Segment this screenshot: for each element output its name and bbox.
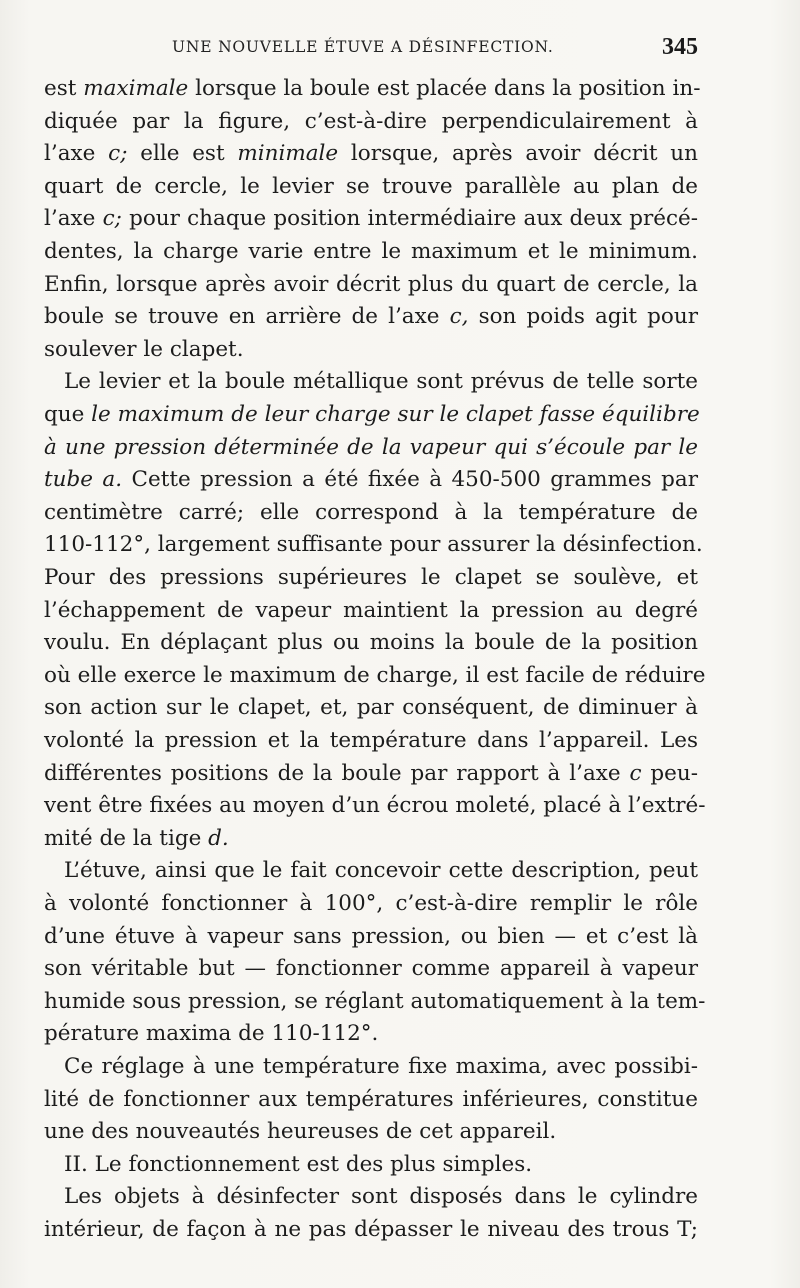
italic-text: c; — [102, 206, 122, 232]
text-line — [44, 691, 698, 725]
text-run: pour chaque position intermédiaire aux deux précé- — [121, 206, 698, 232]
text-line — [44, 300, 698, 334]
text-line — [44, 887, 698, 921]
italic-text: le maximum de leur charge sur le clapet fasse équilibre — [91, 402, 700, 427]
text-line — [44, 105, 698, 139]
text-run: elle est — [127, 141, 238, 167]
page-number: 345 — [662, 34, 698, 60]
text-run: vent être fixées au moyen d’un écrou moleté, placé à l’extré- — [44, 793, 706, 819]
text-line — [44, 1083, 698, 1117]
text-run: Enfin, lorsque après avoir décrit plus du quart de cercle, la — [44, 271, 698, 297]
italic-text: c, — [449, 304, 469, 330]
text-line — [44, 789, 706, 823]
text-run: soulever le clapet. — [44, 336, 244, 362]
paragraph-first-line — [64, 365, 698, 399]
text-line — [44, 496, 698, 530]
text-run: l’axe — [44, 141, 109, 167]
text-run: Pour des pressions supérieures le clapet se soulève, et — [44, 565, 698, 590]
text-run: humide sous pression, se réglant automatiquement à la tem- — [44, 988, 706, 1014]
text-run: est — [44, 76, 84, 101]
text-run: Le levier et la boule métallique sont prévus de telle sorte — [64, 369, 698, 395]
text-line — [44, 985, 706, 1019]
text-line — [44, 137, 698, 171]
text-run: peu- — [641, 760, 698, 786]
text-run: son poids agit pour — [468, 304, 698, 330]
text-line — [44, 757, 698, 791]
italic-text: maximale — [83, 76, 189, 101]
text-line — [44, 202, 698, 236]
text-run: boule se trouve en arrière de l’axe — [44, 304, 450, 330]
text-line — [44, 822, 698, 856]
text-line — [44, 1213, 698, 1247]
text-run: lité de fonctionner aux températures inférieures, constitue — [44, 1086, 698, 1112]
italic-text: minimale — [237, 141, 339, 167]
italic-text: c — [629, 760, 642, 786]
text-line — [44, 1115, 698, 1149]
text-run: intérieur, de façon à ne pas dépasser le niveau des trous T; — [44, 1217, 698, 1242]
text-run: quart de cercle, le levier se trouve parallèle au plan de — [44, 173, 698, 199]
text-line — [44, 626, 698, 660]
text-run: que — [44, 402, 92, 427]
text-run: Cette pression a été fixée à 450-500 grammes par — [122, 467, 698, 493]
text-run: l’échappement de vapeur maintient la pression au degré — [44, 597, 698, 623]
text-line — [44, 561, 698, 595]
text-line — [44, 528, 703, 562]
paragraph-first-line — [64, 1180, 698, 1214]
text-line — [44, 235, 698, 269]
running-title: UNE NOUVELLE ÉTUVE A DÉSINFECTION. — [172, 38, 554, 56]
text-line — [44, 1017, 698, 1051]
text-line — [44, 659, 706, 693]
text-run: lorsque, après avoir décrit un — [338, 141, 698, 167]
text-run: à volonté fonctionner à 100°, c’est-à-dire remplir le rôle — [44, 891, 698, 916]
text-line — [44, 268, 698, 302]
text-run: 110-112°, largement suffisante pour assurer la désinfection. — [44, 532, 703, 558]
text-line — [44, 920, 698, 954]
text-run: mité de la tige — [44, 825, 209, 851]
text-run: centimètre carré; elle correspond à la température de — [44, 499, 698, 525]
italic-text: à une pression déterminée de la vapeur qui s’écoule par le — [44, 434, 698, 460]
paragraph-first-line — [64, 1050, 698, 1084]
text-run: L’étuve, ainsi que le fait concevoir cette description, peut — [64, 858, 698, 884]
text-line — [44, 170, 698, 204]
text-line — [44, 431, 698, 465]
italic-text: tube a. — [44, 467, 123, 493]
paragraph-first-line — [64, 1148, 698, 1182]
text-line — [44, 724, 698, 758]
text-run: différentes positions de la boule par rapport à l’axe — [44, 760, 630, 786]
text-run: dentes, la charge varie entre le maximum et le minimum. — [44, 239, 698, 264]
text-run: volonté la pression et la température dans l’appareil. Les — [44, 728, 698, 753]
text-run: II. Le fonctionnement est des plus simples. — [64, 1151, 533, 1177]
text-line — [44, 398, 698, 432]
text-run: Les objets à désinfecter sont disposés dans le cylindre — [64, 1184, 698, 1210]
text-run: diquée par la figure, c’est-à-dire perpendiculairement à — [44, 108, 698, 134]
text-run: pérature maxima de 110-112°. — [44, 1021, 379, 1047]
text-line — [44, 594, 698, 628]
text-run: Ce réglage à une température fixe maxima, avec possibi- — [64, 1054, 698, 1079]
paragraph-first-line — [64, 854, 698, 888]
italic-text: d. — [208, 825, 229, 851]
text-line — [44, 72, 701, 106]
text-line — [44, 333, 698, 367]
page-header — [0, 34, 800, 68]
text-run: l’axe — [44, 206, 103, 232]
text-run: une des nouveautés heureuses de cet appareil. — [44, 1119, 557, 1145]
text-line — [44, 952, 698, 986]
text-run: son véritable but — fonctionner comme appareil à vapeur — [44, 956, 698, 982]
text-run: où elle exerce le maximum de charge, il est facile de réduire — [44, 662, 706, 688]
text-line — [44, 463, 698, 497]
text-run: voulu. En déplaçant plus ou moins la boule de la position — [44, 630, 698, 656]
text-run: son action sur le clapet, et, par conséquent, de diminuer à — [44, 695, 698, 721]
text-run: d’une étuve à vapeur sans pression, ou bien — et c’est là — [44, 923, 698, 949]
text-run: lorsque la boule est placée dans la position in- — [188, 76, 701, 101]
italic-text: c; — [108, 141, 128, 167]
